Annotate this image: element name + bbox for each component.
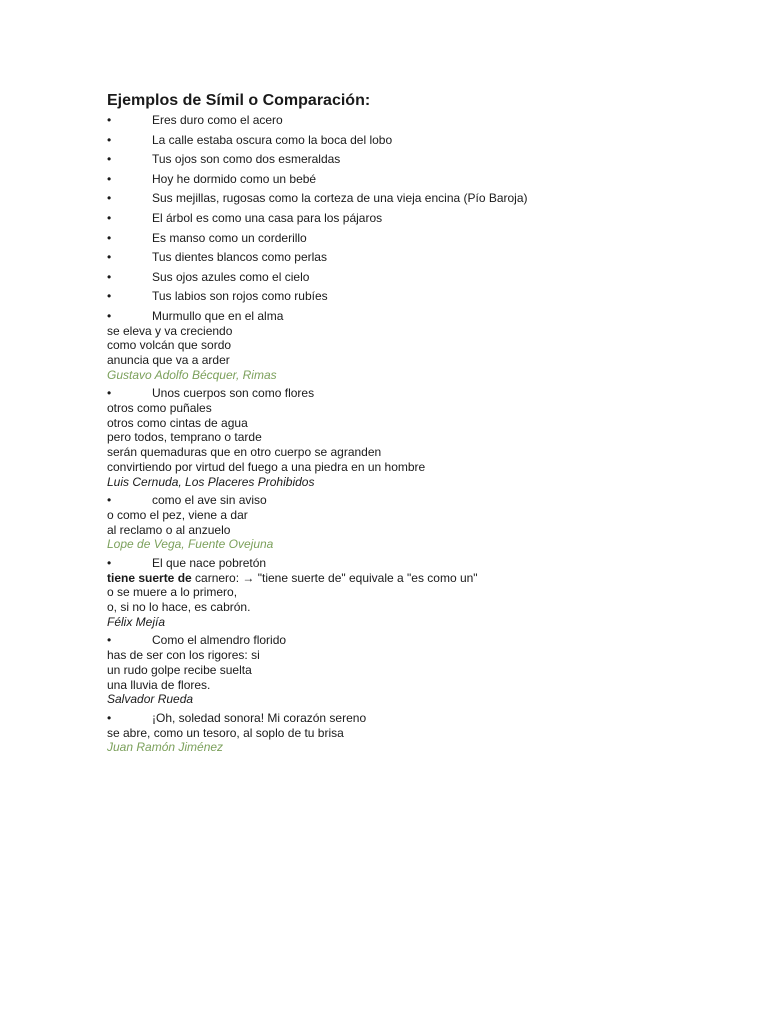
bullet-icon: • [107, 386, 112, 401]
poem-line-annotated [107, 571, 727, 586]
poem-verse [107, 401, 727, 489]
poem-verse [107, 324, 727, 383]
bullet-icon: • [107, 250, 112, 265]
bullet-icon: • [107, 308, 112, 323]
poem-line: otros como cintas de agua [107, 415, 248, 430]
bullet-icon: • [107, 132, 112, 147]
poem-author: Lope de Vega, Fuente Ovejuna [107, 537, 274, 552]
poem-verse [107, 726, 727, 755]
poem-line: convirtiendo por virtud del fuego a una piedra en un hombre [107, 459, 426, 474]
bullet-icon: • [107, 230, 112, 245]
bullet-icon: • [107, 493, 112, 508]
bullet-icon: • [107, 113, 112, 127]
list-item: • Sus mejillas, rugosas como la corteza de una vieja encina (Pío Baroja) [107, 191, 528, 206]
poem-mejia [107, 556, 727, 629]
poem-line: anuncia que va a arder [107, 353, 230, 368]
poem-line: has de ser con los rigores: si [107, 648, 260, 663]
poem-line: como volcán que sordo [107, 338, 232, 353]
bullet-icon: • [107, 269, 112, 284]
poem-author: Félix Mejía [107, 614, 166, 629]
poem-lope [107, 493, 727, 552]
poem-line: una lluvia de flores. [107, 677, 211, 692]
poem-first-line: • Murmullo que en el alma [107, 308, 284, 323]
list-item: • Tus dientes blancos como perlas [107, 250, 327, 265]
simile-list [107, 113, 727, 304]
bullet-icon: • [107, 191, 112, 206]
list-item: • Es manso como un corderillo [107, 230, 307, 245]
poem-first-line: • Como el almendro florido [107, 633, 287, 648]
poem-first-line: • como el ave sin aviso [107, 493, 267, 508]
bullet-icon: • [107, 555, 112, 570]
highlight-phrase: tiene suerte de [107, 570, 192, 585]
poem-verse [107, 508, 727, 552]
annotation-text: carnero: → "tiene suerte de" equivale a "es como un" [191, 570, 478, 585]
bullet-icon: • [107, 633, 112, 648]
poem-verse [107, 648, 727, 707]
poem-author: Juan Ramón Jiménez [107, 740, 224, 755]
poem-line: pero todos, temprano o tarde [107, 430, 262, 445]
list-item: • Eres duro como el acero [107, 113, 283, 127]
bullet-icon: • [107, 171, 112, 186]
bullet-icon: • [107, 289, 112, 304]
poem-first-line: • Unos cuerpos son como flores [107, 386, 315, 401]
list-item: • Tus labios son rojos como rubíes [107, 289, 328, 304]
bullet-icon: • [107, 210, 112, 225]
poem-rueda [107, 633, 727, 706]
list-item: • Hoy he dormido como un bebé [107, 171, 317, 186]
poem-author: Salvador Rueda [107, 692, 194, 707]
bullet-icon: • [107, 152, 112, 167]
poem-first-line: • ¡Oh, soledad sonora! Mi corazón sereno [107, 710, 367, 725]
list-item: • Tus ojos son como dos esmeraldas [107, 152, 341, 167]
poem-cernuda [107, 386, 727, 489]
poem-becquer [107, 309, 727, 382]
poem-line: o se muere a lo primero, [107, 585, 238, 600]
poem-line: se eleva y va creciendo [107, 323, 233, 338]
bullet-icon: • [107, 710, 112, 725]
list-item: • La calle estaba oscura como la boca del lobo [107, 132, 393, 147]
poem-line: o como el pez, viene a dar [107, 507, 248, 522]
poem-jimenez [107, 711, 727, 755]
poem-first-line: • El que nace pobretón [107, 555, 267, 570]
document-page [107, 91, 727, 759]
poem-line: al reclamo o al anzuelo [107, 522, 231, 537]
poem-author: Luis Cernuda, Los Placeres Prohibidos [107, 474, 315, 489]
poem-author: Gustavo Adolfo Bécquer, Rimas [107, 367, 277, 382]
poem-line: un rudo golpe recibe suelta [107, 662, 252, 677]
list-item: • Sus ojos azules como el cielo [107, 269, 310, 284]
poem-line: o, si no lo hace, es cabrón. [107, 600, 251, 615]
poem-verse [107, 571, 727, 630]
list-item: • El árbol es como una casa para los pájaros [107, 210, 383, 225]
poem-line: serán quemaduras que en otro cuerpo se agranden [107, 445, 382, 460]
poem-line: otros como puñales [107, 401, 212, 416]
page-title: Ejemplos de Símil o Comparación: [107, 92, 371, 109]
poem-line: se abre, como un tesoro, al soplo de tu brisa [107, 725, 344, 740]
